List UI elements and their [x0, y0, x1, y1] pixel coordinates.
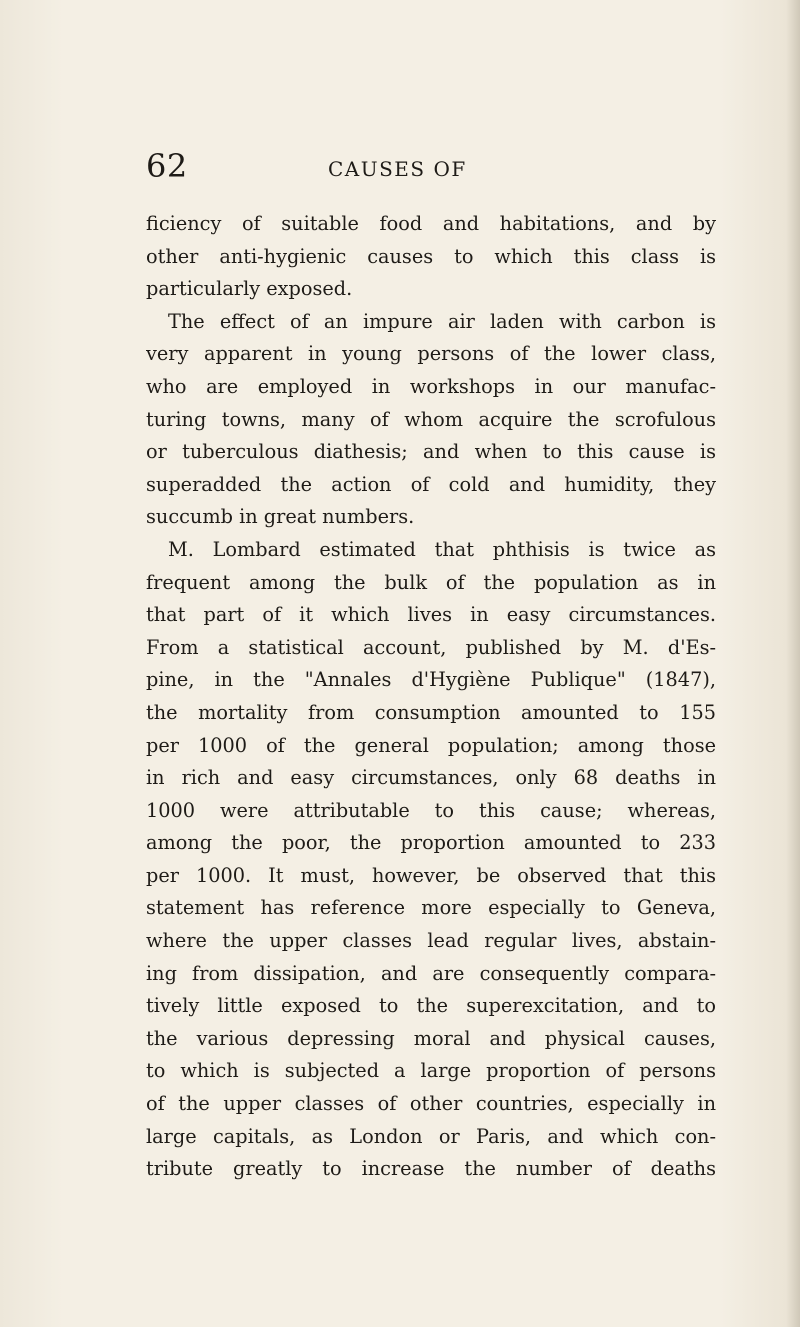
text-line: among the poor, the proportion amounted to 233	[146, 831, 716, 855]
text-line: From a statistical account, published by M. d'Es-	[146, 635, 716, 659]
text-line: statement has reference more especially to Geneva,	[146, 896, 716, 920]
text-line: of the upper classes of other countries, especially in	[146, 1092, 716, 1116]
text-line: particularly exposed.	[146, 277, 353, 301]
text-line: tribute greatly to increase the number of deaths	[146, 1157, 716, 1181]
body-text	[146, 208, 716, 1186]
text-line: or tuberculous diathesis; and when to this cause is	[146, 440, 716, 464]
text-line: frequent among the bulk of the population as in	[146, 570, 716, 594]
text-line: the mortality from consumption amounted to 155	[146, 700, 716, 724]
text-line: the various depressing moral and physical causes,	[146, 1026, 716, 1050]
page-header	[146, 148, 716, 188]
text-line: large capitals, as London or Paris, and which con-	[146, 1124, 716, 1148]
text-line: very apparent in young persons of the lower class,	[146, 342, 716, 366]
text-line: ficiency of suitable food and habitations, and by	[146, 212, 716, 235]
text-line: to which is subjected a large proportion of persons	[146, 1059, 716, 1083]
text-line: ing from dissipation, and are consequently compara-	[146, 961, 716, 985]
text-line: M. Lombard estimated that phthisis is twice as	[168, 537, 716, 561]
text-line: tively little exposed to the superexcitation, and to	[146, 994, 716, 1018]
text-line: where the upper classes lead regular lives, abstain-	[146, 929, 716, 953]
text-line: that part of it which lives in easy circumstances.	[146, 603, 716, 627]
text-line: other anti-hygienic causes to which this class is	[146, 244, 716, 268]
text-line: succumb in great numbers.	[146, 505, 415, 529]
text-line: superadded the action of cold and humidity, they	[146, 472, 716, 496]
text-line: per 1000 of the general population; among those	[146, 733, 716, 757]
text-line: who are employed in workshops in our manufac-	[146, 374, 716, 398]
running-head: CAUSES OF	[328, 157, 467, 181]
page-number: 62	[146, 147, 188, 185]
text-line: 1000 were attributable to this cause; whereas,	[146, 798, 716, 822]
text-line: The effect of an impure air laden with carbon is	[168, 309, 716, 333]
text-line: per 1000. It must, however, be observed that this	[146, 863, 716, 887]
text-line: in rich and easy circumstances, only 68 deaths in	[146, 766, 716, 790]
page-edge-shadow	[786, 0, 800, 1327]
text-line: turing towns, many of whom acquire the scrofulous	[146, 407, 716, 431]
text-line: pine, in the "Annales d'Hygiène Publique" (1847),	[146, 668, 716, 692]
